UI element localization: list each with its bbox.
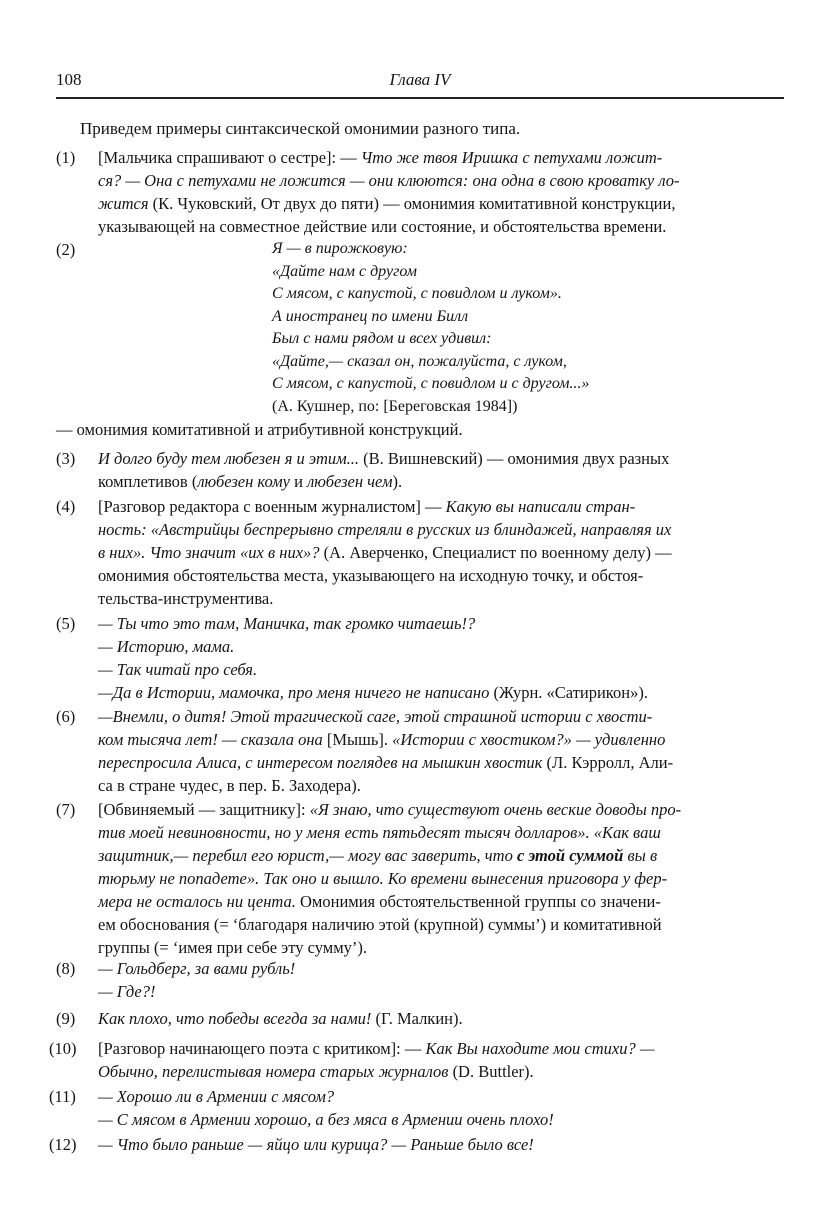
example-12 [49, 1133, 784, 1156]
poem-line: «Дайте нам с другом [272, 262, 417, 280]
text-segment: ем обоснования (= ‘благодаря наличию этой (крупной) суммы’) и комитативной [98, 915, 662, 934]
text-line [98, 867, 784, 890]
text-segment: Что же твоя Иришка с петухами ложит- [360, 148, 663, 167]
text-line [98, 1108, 784, 1131]
text-segment: [Мальчика спрашивают о сестре]: — [98, 148, 361, 167]
text-line [98, 635, 784, 658]
text-line [98, 1060, 784, 1083]
text-segment: [Разговор редактора с военным журналистом] — [98, 497, 446, 516]
text-segment: вы в [623, 846, 658, 865]
example-number: (5) [56, 614, 76, 633]
text-segment: (Г. Малкин). [371, 1009, 463, 1028]
text-segment: ся? — Она с петухами не ложится — они клюются: она одна в свою кроватку ло- [98, 171, 680, 190]
text-segment: указывающей на совместное действие или состояние, и обстоятельства времени. [98, 217, 667, 236]
text-segment: ность: «Австрийцы беспрерывно стреляли в русских из блиндажей, направляя их [98, 520, 672, 539]
text-line [98, 146, 784, 169]
text-line [98, 658, 784, 681]
text-segment: защитник,— перебил его юрист,— могу вас заверить, что [98, 846, 517, 865]
example-10 [49, 1037, 784, 1083]
text-line [98, 798, 784, 821]
example-text [98, 798, 784, 959]
text-line [98, 936, 784, 959]
example-4 [56, 495, 784, 610]
text-segment: и [289, 472, 308, 491]
text-segment: — Хорошо ли в Армении с мясом? [98, 1087, 335, 1106]
example-text [98, 1133, 784, 1156]
page-number: 108 [56, 70, 82, 89]
example-number: (3) [56, 449, 76, 468]
text-line [98, 470, 784, 493]
example-number: (8) [56, 959, 76, 978]
text-segment: Как плохо, что победы всегда за нами! [98, 1009, 372, 1028]
example-number: (11) [49, 1087, 76, 1106]
text-segment: омонимия обстоятельства места, указывающего на исходную точку, и обстоя- [98, 566, 644, 585]
text-segment: (А. Аверченко, Специалист по военному делу) — [319, 543, 672, 562]
text-line [98, 1037, 784, 1060]
text-segment: любезен чем [307, 472, 393, 491]
text-line [98, 447, 784, 470]
example-text [98, 146, 784, 238]
text-segment: (Журн. «Сатирикон»). [489, 683, 648, 702]
text-segment: группы (= ‘имея при себе эту сумму’). [98, 938, 367, 957]
text-segment: Обычно, перелистывая номера старых журналов [98, 1062, 449, 1081]
text-segment: ком тысяча лет! — сказала она [98, 730, 323, 749]
example-9 [56, 1007, 784, 1030]
text-segment: [Разговор начинающего поэта с критиком]: — [98, 1039, 426, 1058]
poem-line: «Дайте,— сказал он, пожалуйста, с луком, [272, 352, 567, 370]
running-header [56, 70, 784, 92]
text-segment: «Я знаю, что существуют очень веские доводы про- [309, 800, 682, 819]
intro-paragraph: Приведем примеры синтаксической омонимии разного типа. [80, 119, 521, 138]
text-line [98, 495, 784, 518]
example-number: (6) [56, 707, 76, 726]
text-segment: — Гольдберг, за вами рубль! [98, 959, 296, 978]
text-segment: тюрьму не попадете». Так оно и вышло. Ко времени вынесения приговора у фер- [98, 869, 668, 888]
text-segment: [Мышь]. [322, 730, 393, 749]
text-segment: — Где?! [98, 982, 156, 1001]
example-text [98, 1007, 784, 1030]
text-line [98, 1085, 784, 1108]
text-line [98, 587, 784, 610]
example-number: (2) [56, 240, 76, 259]
text-segment: (D. Buttler). [448, 1062, 534, 1081]
text-segment: мера не осталось ни цента. [98, 892, 296, 911]
text-line [98, 681, 784, 704]
poem-line: А иностранец по имени Билл [272, 307, 469, 325]
poem-line: С мясом, с капустой, с повидлом и с другом...» [272, 375, 590, 392]
text-line [98, 612, 784, 635]
text-line [98, 890, 784, 913]
text-segment: переспросила Алиса, с интересом поглядев на мышкин хвостик [98, 753, 543, 772]
example-11 [49, 1085, 784, 1131]
text-line [98, 751, 784, 774]
text-segment: — Так читай про себя. [98, 660, 258, 679]
example-number: (7) [56, 800, 76, 819]
text-segment: тив моей невиновности, но у меня есть пятьдесят тысяч долларов». «Как ваш [98, 823, 661, 842]
example-text [98, 447, 784, 493]
text-segment: Как Вы находите мои стихи? — [425, 1039, 655, 1058]
example-text [98, 1085, 784, 1131]
text-segment: — С мясом в Армении хорошо, а без мяса в Армении очень плохо! [98, 1110, 554, 1129]
text-segment: [Обвиняемый — защитнику]: [98, 800, 310, 819]
example-number: (12) [49, 1135, 77, 1154]
text-line [98, 980, 784, 1003]
example-text [98, 495, 784, 610]
text-segment: са в стране чудес, в пер. Б. Заходера). [98, 776, 361, 795]
text-segment: комплетивов ( [98, 472, 198, 491]
example-number: (1) [56, 148, 76, 167]
text-segment: с этой суммой [516, 846, 624, 865]
text-line [98, 518, 784, 541]
text-segment: — Что было раньше — яйцо или курица? — Раньше было все! [98, 1135, 534, 1154]
text-segment: ). [392, 472, 403, 491]
text-segment: «Истории с хвостиком?» — удивленно [392, 730, 666, 749]
example-5 [56, 612, 784, 704]
example-number: (4) [56, 497, 76, 516]
example-text [98, 957, 784, 1003]
text-segment: (К. Чуковский, От двух до пяти) — омонимия комитативной конструкции, [148, 194, 676, 213]
poem [272, 238, 589, 418]
text-line [98, 564, 784, 587]
text-segment: —Да в Истории, мамочка, про меня ничего не написано [98, 683, 490, 702]
text-segment: (В. Вишневский) — омонимия двух разных [359, 449, 670, 468]
header-rule [56, 97, 784, 99]
example-number: (9) [56, 1009, 76, 1028]
example-6 [56, 705, 784, 797]
text-line [98, 192, 784, 215]
text-segment: —Внемли, о дитя! Этой трагической саге, этой страшной истории с хвости- [98, 707, 653, 726]
text-segment: (Л. Кэрролл, Али- [542, 753, 674, 772]
example-text [98, 1037, 784, 1083]
text-segment: жится [98, 194, 149, 213]
text-line [98, 821, 784, 844]
example-number: (10) [49, 1039, 77, 1058]
text-line [98, 705, 784, 728]
poem-line: Я — в пирожковую: [272, 240, 408, 257]
text-line [98, 957, 784, 980]
text-line [98, 844, 784, 867]
text-line [98, 1133, 784, 1156]
text-segment: в них». Что значит «их в них»? [98, 543, 320, 562]
poem-commentary: — омонимия комитативной и атрибутивной конструкций. [56, 420, 463, 439]
poem-line: С мясом, с капустой, с повидлом и луком». [272, 285, 562, 302]
example-8 [56, 957, 784, 1003]
example-text [98, 612, 784, 704]
text-segment: — Ты что это там, Маничка, так громко читаешь!? [98, 614, 476, 633]
example-3 [56, 447, 784, 493]
text-line [98, 1007, 784, 1030]
text-segment: тельства-инструментива. [98, 589, 274, 608]
example-text [98, 705, 784, 797]
text-segment: И долго буду тем любезен я и этим... [98, 449, 360, 468]
example-7 [56, 798, 784, 959]
text-line [98, 728, 784, 751]
text-line [98, 913, 784, 936]
text-segment: любезен кому [197, 472, 290, 491]
text-segment: Какую вы написали стран- [445, 497, 636, 516]
poem-source: (А. Кушнер, по: [Береговская 1984]) [272, 397, 518, 415]
chapter-title: Глава IV [389, 70, 451, 89]
text-segment: — Историю, мама. [98, 637, 235, 656]
text-segment: Омонимия обстоятельственной группы со значени- [295, 892, 661, 911]
example-1 [56, 146, 784, 238]
text-line [98, 215, 784, 238]
poem-line: Был с нами рядом и всех удивил: [272, 330, 492, 347]
text-line [98, 169, 784, 192]
text-line [98, 541, 784, 564]
text-line [98, 774, 784, 797]
